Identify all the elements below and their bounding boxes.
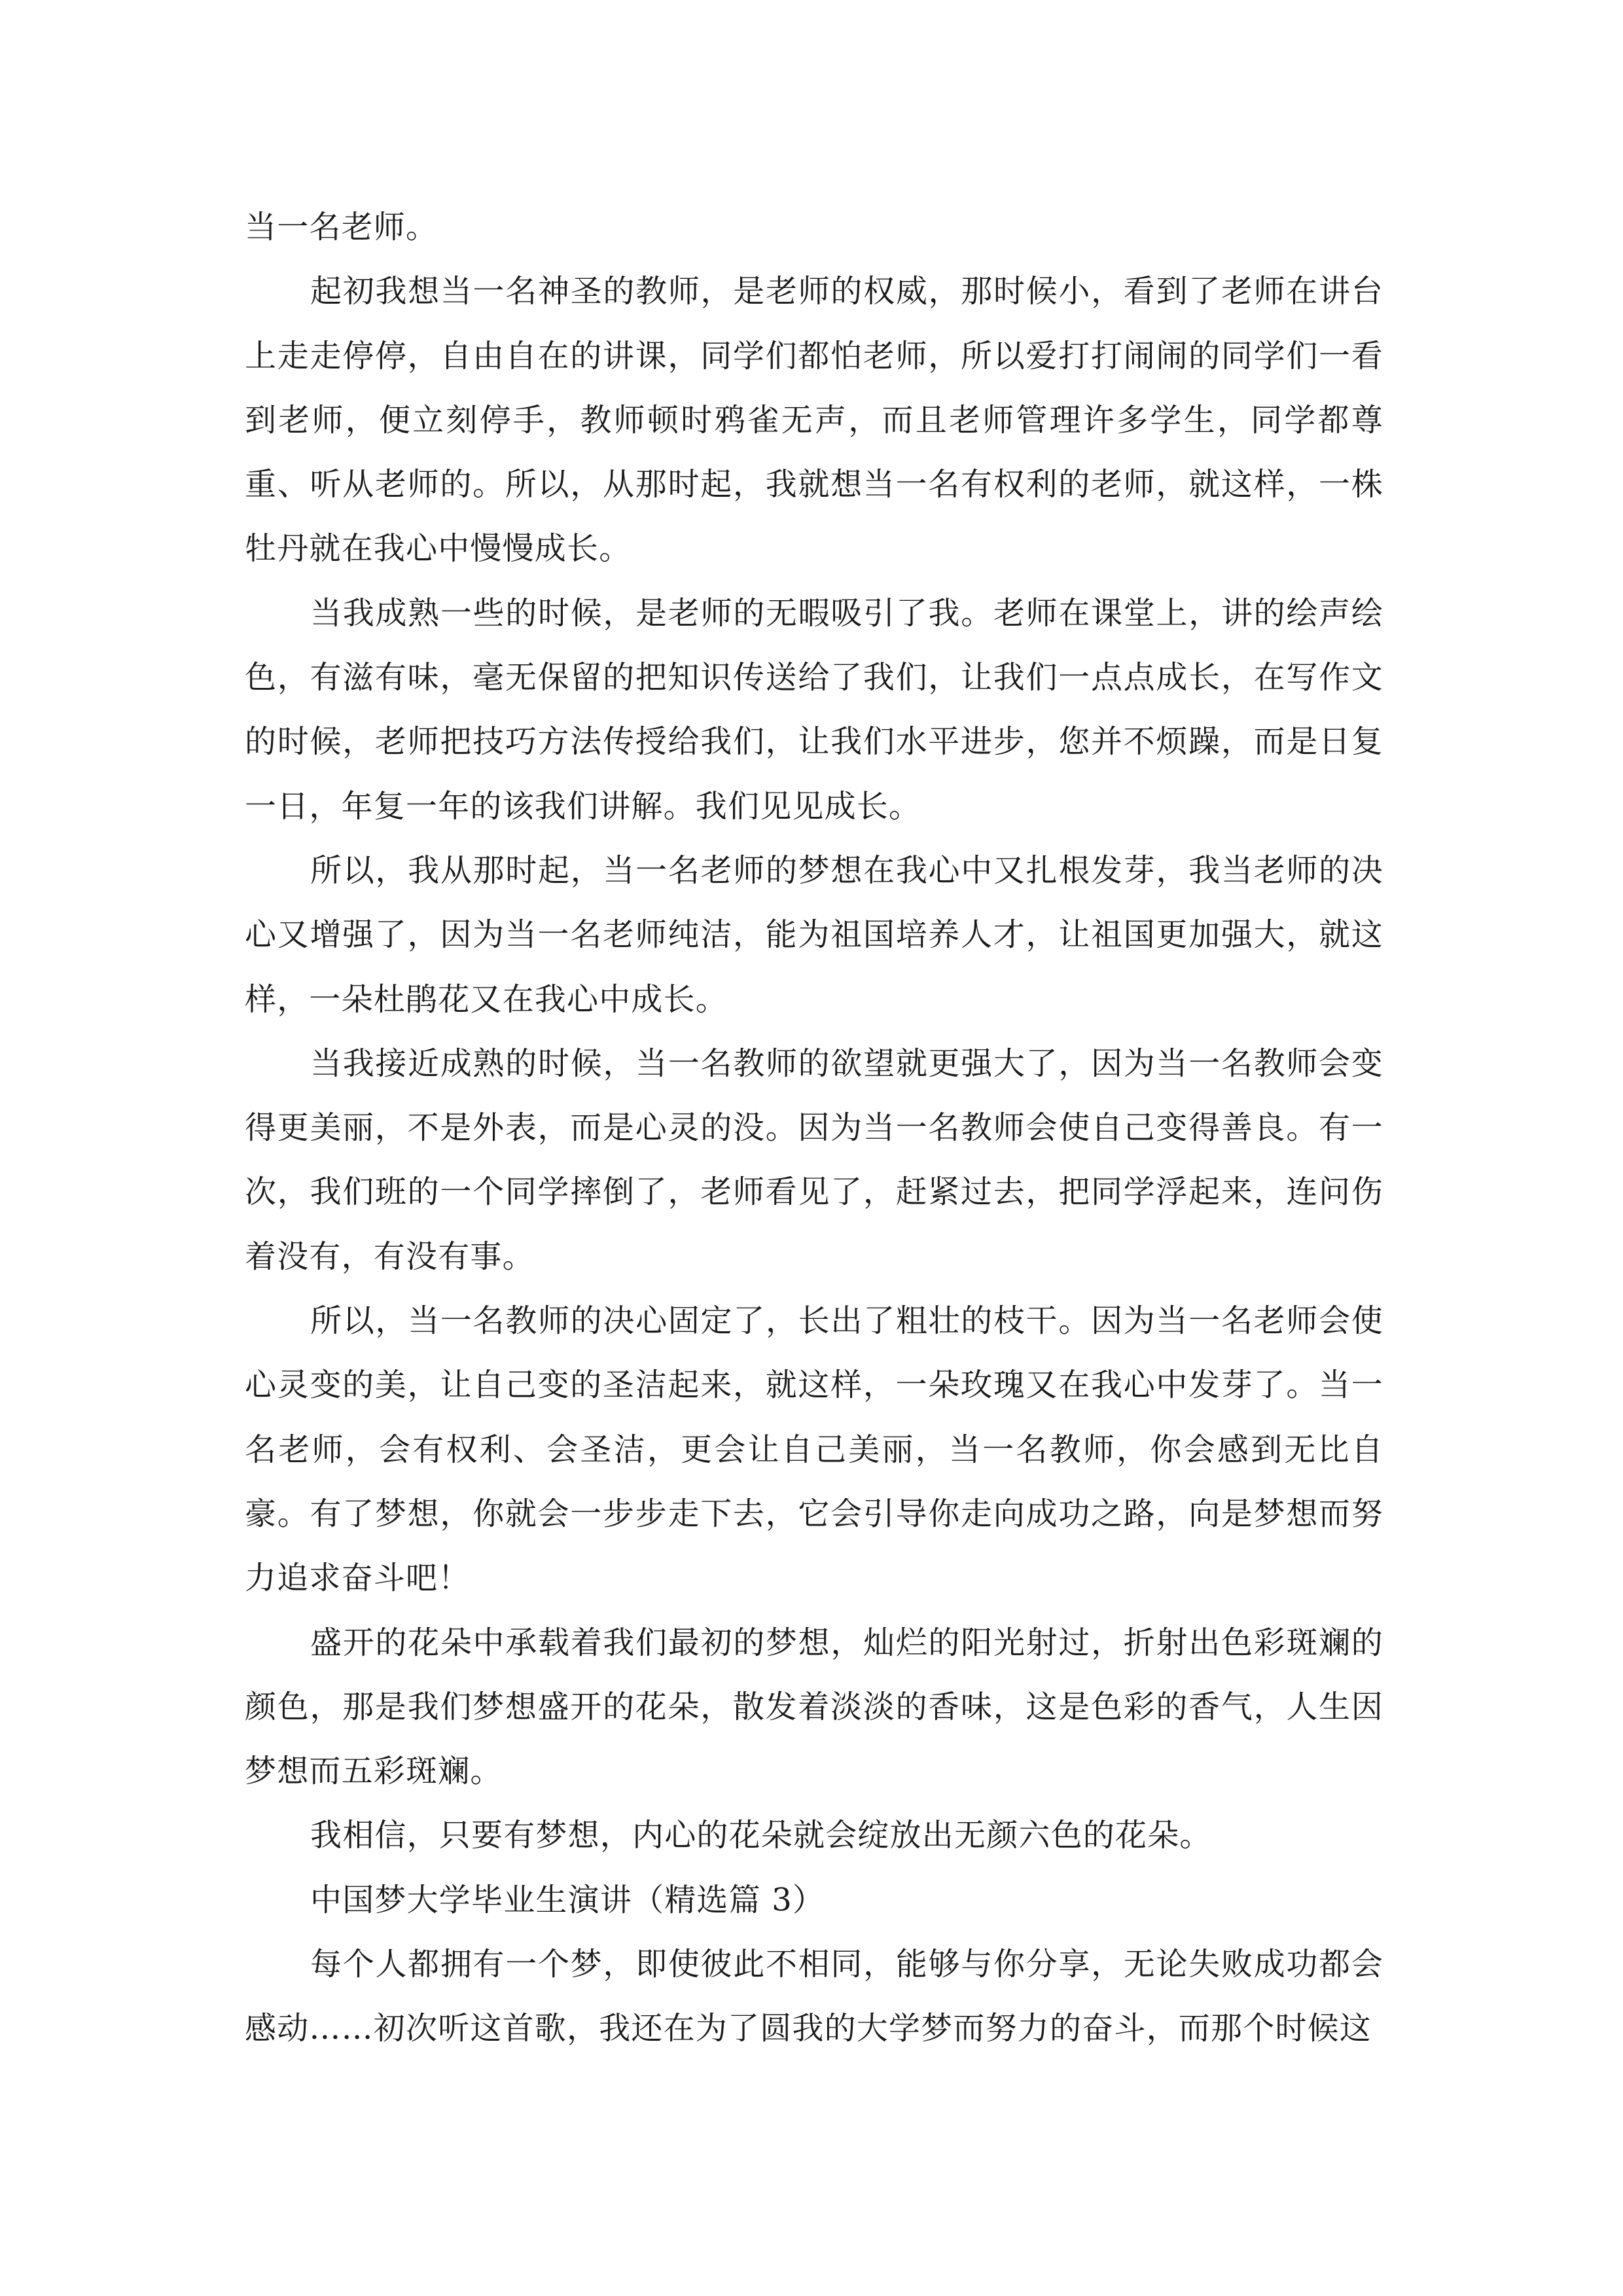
paragraph: 盛开的花朵中承载着我们最初的梦想，灿烂的阳光射过，折射出色彩斑斓的颜色，那是我们梦想盛开的花朵，散发着淡淡的香味，这是色彩的香气，人生因梦想而五彩斑斓。 bbox=[245, 1624, 1383, 1790]
paragraph: 我相信，只要有梦想，内心的花朵就会绽放出无颜六色的花朵。 bbox=[310, 1817, 1212, 1854]
paragraph: 当一名老师。 bbox=[245, 209, 438, 245]
paragraph: 当我接近成熟的时候，当一名教师的欲望就更强大了，因为当一名教师会变得更美丽，不是外表，而是心灵的没。因为当一名教师会使自己变得善良。有一次，我们班的一个同学摔倒了，老师看见了，赶紧过去，把同学浮起来，连问伤着没有，有没有事。 bbox=[245, 1045, 1383, 1275]
paragraph: 起初我想当一名神圣的教师，是老师的权威，那时候小，看到了老师在讲台上走走停停，自由自在的讲课，同学们都怕老师，所以爱打打闹闹的同学们一看到老师，便立刻停手，教师顿时鸦雀无声，而且老师管理许多学生，同学都尊重、听从老师的。所以，从那时起，我就想当一名有权利的老师，就这样，一株牡丹就在我心中慢慢成长。 bbox=[245, 273, 1383, 567]
document-body bbox=[245, 195, 1383, 2061]
paragraph: 每个人都拥有一个梦，即使彼此不相同，能够与你分享，无论失败成功都会感动……初次听这首歌，我还在为了圆我的大学梦而努力的奋斗，而那个时候这 bbox=[245, 1946, 1383, 2047]
section-heading: 中国梦大学毕业生演讲（精选篇 3） bbox=[310, 1881, 825, 1918]
paragraph: 当我成熟一些的时候，是老师的无暇吸引了我。老师在课堂上，讲的绘声绘色，有滋有味，毫无保留的把知识传送给了我们，让我们一点点成长，在写作文的时候，老师把技巧方法传授给我们，让我们水平进步，您并不烦躁，而是日复一日，年复一年的该我们讲解。我们见见成长。 bbox=[245, 594, 1383, 825]
paragraph: 所以，当一名教师的决心固定了，长出了粗壮的枝干。因为当一名老师会使心灵变的美，让自己变的圣洁起来，就这样，一朵玫瑰又在我心中发芽了。当一名老师，会有权利、会圣洁，更会让自己美丽，当一名教师，你会感到无比自豪。有了梦想，你就会一步步走下去，它会引导你走向成功之路，向是梦想而努力追求奋斗吧！ bbox=[245, 1302, 1383, 1597]
paragraph: 所以，我从那时起，当一名老师的梦想在我心中又扎根发芽，我当老师的决心又增强了，因为当一名老师纯洁，能为祖国培养人才，让祖国更加强大，就这样，一朵杜鹃花又在我心中成长。 bbox=[245, 852, 1383, 1018]
